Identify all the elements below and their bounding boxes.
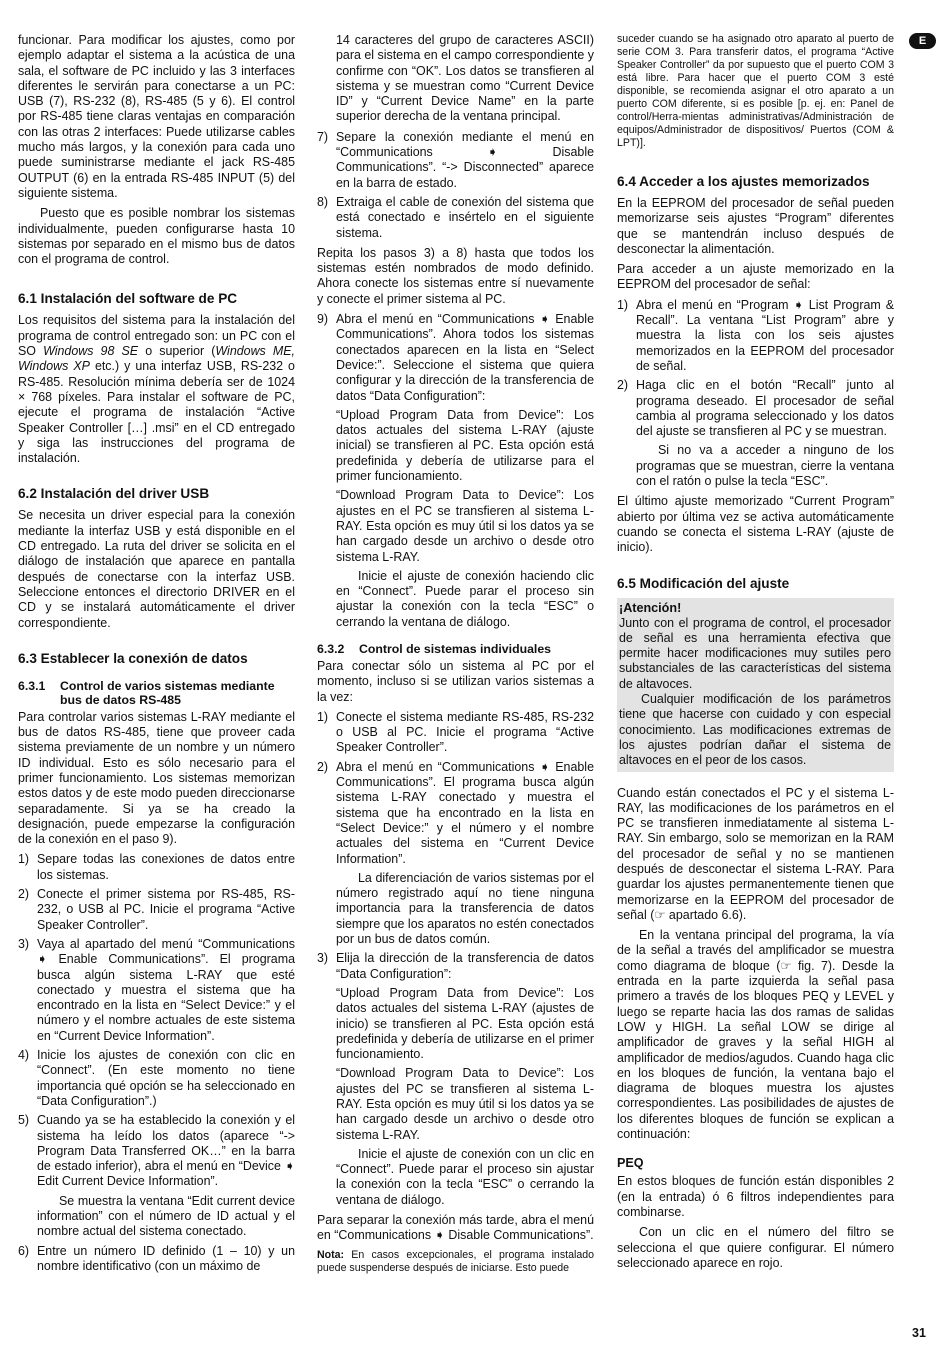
step-text: Cuando ya se ha establecido la conexión y el sistema ha leído los datos (aparece “-> Program Data Transferred OK…” en la barra de estado inferior), abra el menú en “Device ➧ Edit Current Device Information”. xyxy=(37,1113,295,1189)
section-6-3-1-paragraph: Para controlar varios sistemas L-RAY mediante el bus de datos RS-485, tiene que proveer cada sistema previamente de un nombre y un número ID individual. Esto es sólo necesario para el primer funcionamiento. Los sistemas memorizan estos datos y de este modo pueden direccionarse separadamente. Si ya se ha creado la designación, puede empezarse la configuración de la conexión en el paso 9). xyxy=(18,709,295,847)
peq-paragraph-2: Con un clic en el número del filtro se selecciona el que quiere configurar. El número seleccionado aparece en rojo. xyxy=(617,1225,894,1270)
step-number: 1) xyxy=(317,709,329,724)
list-item xyxy=(317,130,594,191)
note xyxy=(317,1249,594,1275)
note-continuation: suceder cuando se ha asignado otro aparato al puerto de serie COM 3. Para transferir datos, el programa “Active Speaker Controller” da por supuesto que el puerto COM 3 está libre. Para hacer que el puerto COM 3 esté disponible, se recomienda asignar el otro aparato a un puerto COM diferente, si es posible [p. ej. en: Panel de control/Herra-mientas administrativas/Administración de equipos/Administrador de dispositivos/ Puertos (COM & LPT)]. xyxy=(617,33,894,149)
list-item xyxy=(18,937,295,1044)
section-6-4-paragraph-2: Para acceder a un ajuste memorizado en la EEPROM del procesador de señal: xyxy=(617,262,894,292)
steps-list xyxy=(617,298,894,490)
step-text: Vaya al apartado del menú “Communications ➧ Enable Communications”. El programa busca algún sistema L-RAY que esté conectado y muestra el sistema que ha encontrado en la lista en “Select Device:” y el número y el nombre actuales de este sistema en “Current Device Information”. xyxy=(37,936,295,1043)
list-item xyxy=(18,1048,295,1109)
section-6-5-paragraph: Cuando están conectados el PC y el sistema L-RAY, las modificaciones de los parámetros en el PC se transfieren inmediatamente al sistema L-RAY. Sin embargo, solo se memorizan en la RAM del procesador de señal y no se mantienen después de desconectar el sistema L-RAY. Para guardar los ajustes permanentemente tienen que memorizarse en la EEPROM del procesador de señal (☞ apartado 6.6). xyxy=(617,785,894,922)
step-number: 2) xyxy=(317,759,329,774)
attention-box xyxy=(617,598,894,772)
step-text: Extraiga el cable de conexión del sistema que está conectado e insértelo en el siguiente sistema. xyxy=(336,194,594,240)
column-3 xyxy=(617,33,894,1276)
steps-list xyxy=(317,130,594,241)
heading-6-2: 6.2 Instalación del driver USB xyxy=(18,486,210,502)
step-number: 4) xyxy=(18,1048,30,1063)
step-number: 5) xyxy=(18,1113,30,1128)
step-text: Separe todas las conexiones de datos entre los sistemas. xyxy=(37,852,295,882)
list-item xyxy=(317,710,594,756)
list-item xyxy=(317,312,594,630)
step-6-continuation: 14 caracteres del grupo de caracteres ASCII) para el sistema en el campo correspondiente y confirme con “OK”. Los datos se transfieren al sistema y se muestran como “Current Device ID” y “Current Device Name” en la parte superior derecha de la ventana principal. xyxy=(336,33,594,124)
steps-list xyxy=(317,710,594,1208)
column-2 xyxy=(317,33,594,1280)
section-6-4-paragraph-3: El último ajuste memorizado “Current Program” abierto por última vez se activa automáticamente cuando se conecta el sistema L-RAY (ajuste de inicio). xyxy=(617,494,894,555)
section-6-1-paragraph xyxy=(18,313,295,466)
step-number: 7) xyxy=(317,129,329,144)
step-text: Entre un número ID definido (1 – 10) y un nombre identificativo (con un máximo de xyxy=(37,1243,295,1273)
upload-option-text: “Upload Program Data from Device”: Los datos actuales del sistema L-RAY (ajustes de inicio) se transfieren al PC. Esta opción está predefinida y debería de utilizarse en el primer funcionamiento. xyxy=(336,985,594,1062)
separate-paragraph: Para separar la conexión más tarde, abra el menú en “Communications ➧ Disable Communications”. xyxy=(317,1213,594,1243)
list-item xyxy=(317,195,594,241)
heading-text: Control de sistemas individuales xyxy=(359,641,552,656)
step-paragraph: Si no va a acceder a ninguno de los programas que se muestran, cierre la ventana con el ratón o pulse la tecla “ESC”. xyxy=(636,443,894,489)
list-item xyxy=(18,1244,295,1275)
connect-instruction: Inicie el ajuste de conexión haciendo clic en “Connect”. Puede parar el proceso sin ajustar la conexión con la tecla “ESC” o cerrando la ventana de diálogo. xyxy=(336,568,594,629)
attention-text: Junto con el programa de control, el procesador de señal es una herramienta efectiva que permite hacer modificaciones muy sutiles pero substanciales de las características del sistema de altavoces. xyxy=(619,615,891,691)
step-text: Conecte el sistema mediante RS-485, RS-232 o USB al PC. Inicie el programa “Active Speaker Controller”. xyxy=(336,709,594,755)
step-text: Haga clic en el botón “Recall” junto al programa deseado. El procesador de señal cambia al programa seleccionado y los datos del ajuste se transfieren al PC y se muestran. xyxy=(636,378,894,439)
note-text: En casos excepcionales, el programa instalado puede suspenderse después de iniciarse. Esto puede xyxy=(317,1248,594,1274)
step-number: 9) xyxy=(317,312,329,327)
steps-list xyxy=(317,312,594,630)
step-paragraph: La diferenciación de varios sistemas por el número registrado aquí no tiene ninguna importancia para la transferencia de datos siempre que los aparatos no estén conectados por un bus de datos común. xyxy=(336,870,594,947)
step-text: Inicie los ajustes de conexión con clic en “Connect”. (En este momento no tiene importancia qué opción se ha seleccionado en “Data Configuration”.) xyxy=(37,1048,295,1108)
heading-6-4: 6.4 Acceder a los ajustes memorizados xyxy=(617,174,870,189)
repeat-paragraph: Repita los pasos 3) a 8) hasta que todos los sistemas estén nombrados de modo definido. Ahora conecte los sistemas entre sí nuevamente y conecte el primer sistema al PC. xyxy=(317,245,594,306)
upload-option-text: “Upload Program Data from Device”: Los datos actuales del sistema L-RAY (ajuste inicial) se transfieren al PC. Esta opción está predefinida y debería de utilizarse para el primer funcionamiento. xyxy=(336,407,594,484)
list-item xyxy=(18,1113,295,1239)
step-number: 3) xyxy=(18,936,30,951)
heading-text: Control de varios sistemas mediante bus de datos RS-485 xyxy=(60,678,275,707)
attention-title: ¡Atención! xyxy=(619,600,682,615)
step-text: Abra el menú en “Communications ➧ Enable Communications”. El programa busca algún sistema L-RAY conectado y muestra el sistema que ha encontrado en la lista en “Select Device:” y el número y el nombre actuales del sistema en “Current Device Information”. xyxy=(336,759,594,866)
step-number: 1) xyxy=(617,297,629,312)
step-text: Conecte el primer sistema por RS-485, RS-232, o USB al PC. Inicie el programa “Active Speaker Controller”. xyxy=(37,887,295,932)
section-6-4-paragraph: En la EEPROM del procesador de señal pueden memorizarse seis ajustes “Program” diferentes que se mantendrán incluso después de desconectar la alimentación. xyxy=(617,196,894,256)
language-badge: E xyxy=(909,33,936,49)
step-number: 8) xyxy=(317,194,329,209)
step-text: Abra el menú en “Communications ➧ Enable Communications”. Ahora todos los sistemas conectados aparecen en la lista en “Select Device:”. Seleccione el sistema que quiera configurar y la dirección de la transferencia de datos “Data Configuration”: xyxy=(336,312,594,403)
step-number: 3) xyxy=(317,951,329,966)
heading-6-3: 6.3 Establecer la conexión de datos xyxy=(18,650,248,666)
heading-6-3-1 xyxy=(18,679,295,707)
text-fragment: Los requisitos del sistema para la instalación del programa de control entregado son: un PC con el SO xyxy=(18,313,295,359)
connect-instruction: Inicie el ajuste de conexión con un clic en “Connect”. Puede parar el proceso sin ajustar la conexión con la tecla “ESC” o cerrando la ventana de diálogo. xyxy=(336,1146,594,1207)
step-text: Separe la conexión mediante el menú en “Communications ➧ Disable Communications”. “-> Disconnected” aparece en la barra de estado. xyxy=(336,129,594,190)
os-name: Windows 98 SE xyxy=(43,344,139,359)
intro-paragraph: funcionar. Para modificar los ajustes, como por ejemplo adaptar el sistema a la acústica de una sala, el software de PC incluido y las 3 interfaces diferentes le servirán para conectarse a un PC: USB (7), RS-232 (8), RS-485 (5 y 6). El control por RS-485 tiene claras ventajas en comparación con las otras 2 interfaces: Puede utilizarse cables mucho más largos, y la conexión para cada uno puede suministrarse mediante el jack RS-485 OUTPUT (6) en la entrada RS-485 INPUT (5) del siguiente sistema. xyxy=(18,33,295,200)
heading-number: 6.3.2 xyxy=(317,641,345,656)
download-option-text: “Download Program Data to Device”: Los ajustes en el PC se transfieren al sistema L-RAY. Esta opción es muy útil si los datos ya se han cargado desde un archivo o desde otro sistema L-RAY. xyxy=(336,488,594,564)
list-item xyxy=(18,887,295,933)
download-option-text: “Download Program Data to Device”: Los ajustes del PC se transfieren al sistema L-RAY. Esta opción es muy útil si los datos ya se han cargado desde un archivo o desde otro sistema L-RAY. xyxy=(336,1066,594,1142)
steps-list xyxy=(18,852,295,1274)
os-name: Windows ME, Windows XP xyxy=(18,344,295,374)
step-paragraph: Se muestra la ventana “Edit current device information” con el número de ID actual y el nombre actual del sistema conectado. xyxy=(37,1193,295,1239)
section-6-2-paragraph: Se necesita un driver especial para la conexión mediante la interfaz USB y está disponible en el CD entregado. La ruta del driver se solicita en el diálogo de instalación que aparece en pantalla después de conectarse con la interfaz USB. Seleccione entonces el directorio DRIVER en el CD y se instalará automáticamente el driver correspondiente. xyxy=(18,508,295,630)
attention-text-2: Cualquier modificación de los parámetros tiene que hacerse con cuidado y con especial conocimiento. Las modificaciones extremas de los ajustes podrían dañar el sistema de altavoces en el peor de los casos. xyxy=(619,692,891,768)
heading-peq: PEQ xyxy=(617,1156,644,1171)
intro-paragraph-2: Puesto que es posible nombrar los sistemas individualmente, pueden configurarse hasta 10 sistemas por separado en el mismo bus de datos con el programa de control. xyxy=(18,206,295,267)
step-text: Elija la dirección de la transferencia de datos “Data Configuration”: xyxy=(336,951,594,981)
step-number: 6) xyxy=(18,1243,30,1258)
heading-6-5: 6.5 Modificación del ajuste xyxy=(617,575,790,591)
step-text: Abra el menú en “Program ➧ List Program & Recall”. La ventana “List Program” abre y muestra la lista con los seis ajustes memorizados en la EEPROM del procesador de señal. xyxy=(636,297,894,373)
column-1 xyxy=(18,33,295,1279)
list-item xyxy=(317,760,594,948)
heading-6-3-2 xyxy=(317,642,594,656)
heading-6-1: 6.1 Instalación del software de PC xyxy=(18,291,238,307)
text-fragment: etc.) y una interfaz USB, RS-232 o RS-485. Resolución mínima debería ser de 1024 × 768 píxeles. Para instalar el software de PC, ejecute el programa de instalación “Active Speaker Controller […] .msi” en el CD entregado y siga las instrucciones del programa de instalación. xyxy=(18,359,295,466)
step-number: 2) xyxy=(18,887,30,902)
list-item xyxy=(18,852,295,883)
step-number: 2) xyxy=(617,378,629,393)
note-label: Nota: xyxy=(317,1248,345,1261)
step-number: 1) xyxy=(18,852,30,867)
text-fragment: o superior ( xyxy=(145,344,216,359)
list-item xyxy=(617,298,894,374)
list-item xyxy=(617,378,894,489)
section-6-3-2-paragraph: Para conectar sólo un sistema al PC por el momento, incluso si se utilizan varios sistemas a la vez: xyxy=(317,658,594,704)
section-6-5-paragraph-2: En la ventana principal del programa, la vía de la señal a través del amplificador se muestra como diagrama de bloque (☞ fig. 7). Desde la entrada en la parte izquierda la señal pasa primero a través de los bloques PEQ y LEVEL y luego se reparte hacia las dos ramas de salidas LOW y HIGH. La señal LOW se dirige al amplificador de graves y la señal HIGH al amplificador de medios/agudos. Cuando haga clic en los bloques de función, la ventana bajo el diagrama de bloques muestra los ajustes correspondientes. Las posibilidades de ajustes de los diferentes bloques de función se explican a continuación: xyxy=(617,928,894,1142)
page-number: 31 xyxy=(912,1326,926,1340)
peq-paragraph: En estos bloques de función están disponibles 2 (en la entrada) ó 6 filtros independientes para combinarse. xyxy=(617,1174,894,1219)
list-item xyxy=(317,951,594,1208)
heading-number: 6.3.1 xyxy=(18,678,46,693)
